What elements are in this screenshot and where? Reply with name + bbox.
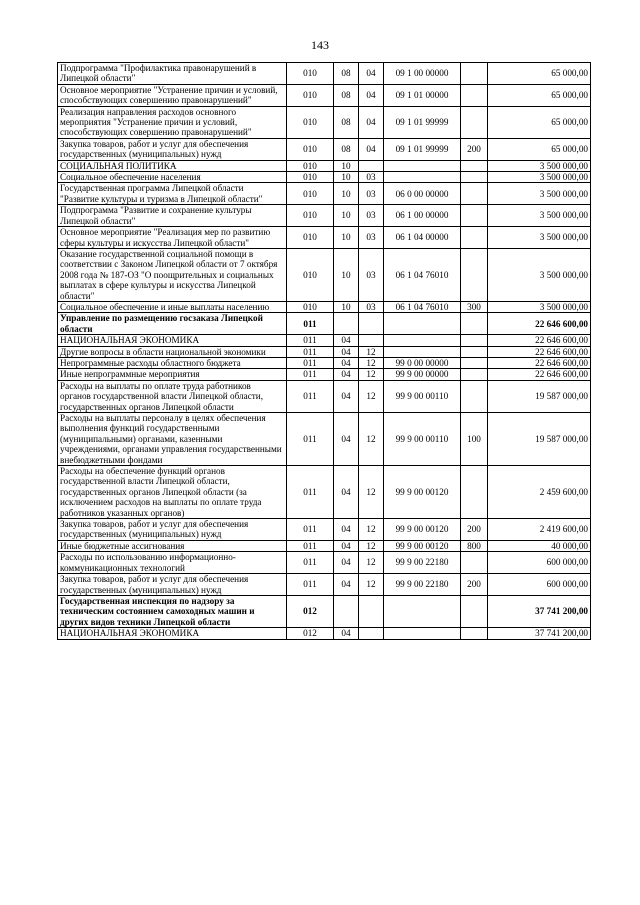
section-code: 10 (334, 248, 359, 301)
subsection-code: 12 (359, 380, 384, 412)
target-article-code: 09 1 01 00000 (384, 84, 461, 106)
department-code: 011 (287, 357, 334, 368)
section-code: 04 (334, 335, 359, 346)
department-code: 011 (287, 313, 334, 335)
target-article-code: 99 9 00 00110 (384, 380, 461, 412)
subsection-code: 03 (359, 183, 384, 205)
section-code: 10 (334, 183, 359, 205)
item-name: Реализация направления расходов основного мероприятия "Устранение причин и условий, способствующих совершению правонарушений" (58, 106, 287, 138)
target-article-code: 99 9 00 00120 (384, 540, 461, 551)
department-code: 011 (287, 413, 334, 466)
department-code: 010 (287, 160, 334, 171)
subsection-code (359, 628, 384, 639)
expense-type-code (461, 595, 488, 627)
subsection-code: 03 (359, 205, 384, 227)
department-code: 010 (287, 248, 334, 301)
table-row (58, 335, 591, 346)
expense-type-code (461, 380, 488, 412)
department-code: 010 (287, 84, 334, 106)
table-row (58, 138, 591, 160)
expense-type-code (461, 205, 488, 227)
expense-type-code (461, 628, 488, 639)
expense-type-code (461, 552, 488, 574)
table-row (58, 248, 591, 301)
amount: 600 000,00 (488, 574, 591, 596)
item-name: Расходы по использованию информационно-коммуникационных технологий (58, 552, 287, 574)
table-row (58, 540, 591, 551)
amount: 22 646 600,00 (488, 346, 591, 357)
subsection-code (359, 160, 384, 171)
table-row (58, 380, 591, 412)
expense-type-code (461, 183, 488, 205)
item-name: Иные бюджетные ассигнования (58, 540, 287, 551)
table-row (58, 183, 591, 205)
expense-type-code: 800 (461, 540, 488, 551)
section-code: 04 (334, 574, 359, 596)
section-code: 04 (334, 380, 359, 412)
section-code (334, 313, 359, 335)
subsection-code: 12 (359, 357, 384, 368)
section-code: 10 (334, 301, 359, 312)
target-article-code: 06 1 00 00000 (384, 205, 461, 227)
subsection-code: 12 (359, 413, 384, 466)
expense-type-code (461, 369, 488, 380)
expense-type-code (461, 172, 488, 183)
target-article-code: 99 9 00 00120 (384, 466, 461, 519)
item-name: Подпрограмма "Профилактика правонарушений в Липецкой области" (58, 63, 287, 85)
item-name: Расходы на выплаты по оплате труда работников органов государственной власти Липецкой области, государственных органов Липецкой области (58, 380, 287, 412)
amount: 40 000,00 (488, 540, 591, 551)
expense-type-code (461, 106, 488, 138)
table-row (58, 346, 591, 357)
item-name: Государственная инспекция по надзору за техническим состоянием самоходных машин и других видов техники Липецкой области (58, 595, 287, 627)
table-row (58, 172, 591, 183)
target-article-code: 06 0 00 00000 (384, 183, 461, 205)
section-code: 04 (334, 628, 359, 639)
subsection-code (359, 595, 384, 627)
expense-type-code (461, 63, 488, 85)
subsection-code: 04 (359, 106, 384, 138)
item-name: Закупка товаров, работ и услуг для обеспечения государственных (муниципальных) нужд (58, 138, 287, 160)
table-row (58, 63, 591, 85)
amount: 19 587 000,00 (488, 413, 591, 466)
expense-type-code: 200 (461, 138, 488, 160)
expense-type-code (461, 357, 488, 368)
table-row (58, 369, 591, 380)
section-code: 04 (334, 346, 359, 357)
item-name: Оказание государственной социальной помощи в соответствии с Законом Липецкой области от 7 октября 2008 года № 187-ОЗ "О поощрительных и социальных выплатах в сфере культуры и искусства Липецкой области" (58, 248, 287, 301)
target-article-code: 99 9 00 00110 (384, 413, 461, 466)
subsection-code: 03 (359, 301, 384, 312)
subsection-code: 03 (359, 248, 384, 301)
item-name: Расходы на обеспечение функций органов государственной власти Липецкой области, государственных органов Липецкой области (за исключением расходов на выплаты по оплате труда работников указанных органов) (58, 466, 287, 519)
amount: 22 646 600,00 (488, 313, 591, 335)
department-code: 012 (287, 595, 334, 627)
subsection-code: 12 (359, 346, 384, 357)
table-row (58, 413, 591, 466)
target-article-code: 06 1 04 76010 (384, 248, 461, 301)
expense-type-code (461, 248, 488, 301)
amount: 22 646 600,00 (488, 369, 591, 380)
table-row (58, 357, 591, 368)
amount: 19 587 000,00 (488, 380, 591, 412)
target-article-code: 06 1 04 76010 (384, 301, 461, 312)
department-code: 010 (287, 63, 334, 85)
target-article-code: 09 1 01 99999 (384, 138, 461, 160)
expense-type-code (461, 346, 488, 357)
expense-type-code: 200 (461, 519, 488, 541)
amount: 3 500 000,00 (488, 172, 591, 183)
subsection-code: 04 (359, 138, 384, 160)
item-name: Основное мероприятие "Реализация мер по развитию сферы культуры и искусства Липецкой области" (58, 227, 287, 249)
department-code: 011 (287, 335, 334, 346)
table-row (58, 519, 591, 541)
table-row (58, 301, 591, 312)
table-row (58, 574, 591, 596)
subsection-code (359, 313, 384, 335)
expense-type-code: 100 (461, 413, 488, 466)
department-code: 011 (287, 540, 334, 551)
table-row (58, 595, 591, 627)
target-article-code: 06 1 04 00000 (384, 227, 461, 249)
item-name: Подпрограмма "Развитие и сохранение культуры Липецкой области" (58, 205, 287, 227)
item-name: Государственная программа Липецкой области "Развитие культуры и туризма в Липецкой области" (58, 183, 287, 205)
item-name: Социальное обеспечение населения (58, 172, 287, 183)
subsection-code: 12 (359, 369, 384, 380)
section-code: 10 (334, 160, 359, 171)
table-row (58, 552, 591, 574)
amount: 22 646 600,00 (488, 335, 591, 346)
section-code: 04 (334, 540, 359, 551)
subsection-code: 03 (359, 227, 384, 249)
section-code: 04 (334, 466, 359, 519)
target-article-code (384, 160, 461, 171)
department-code: 011 (287, 380, 334, 412)
section-code (334, 595, 359, 627)
budget-table (57, 62, 591, 640)
amount: 3 500 000,00 (488, 205, 591, 227)
page-number: 143 (311, 38, 329, 52)
item-name: Иные непрограммные мероприятия (58, 369, 287, 380)
item-name: НАЦИОНАЛЬНАЯ ЭКОНОМИКА (58, 628, 287, 639)
section-code: 10 (334, 227, 359, 249)
table-row (58, 466, 591, 519)
section-code: 04 (334, 519, 359, 541)
subsection-code: 03 (359, 172, 384, 183)
department-code: 010 (287, 301, 334, 312)
department-code: 011 (287, 519, 334, 541)
target-article-code (384, 595, 461, 627)
section-code: 04 (334, 369, 359, 380)
department-code: 012 (287, 628, 334, 639)
department-code: 011 (287, 466, 334, 519)
target-article-code: 09 1 01 99999 (384, 106, 461, 138)
item-name: Управление по размещению госзаказа Липецкой области (58, 313, 287, 335)
amount: 65 000,00 (488, 138, 591, 160)
item-name: Основное мероприятие "Устранение причин и условий, способствующих совершению правонарушений" (58, 84, 287, 106)
amount: 3 500 000,00 (488, 248, 591, 301)
item-name: Другие вопросы в области национальной экономики (58, 346, 287, 357)
amount: 2 419 600,00 (488, 519, 591, 541)
amount: 3 500 000,00 (488, 160, 591, 171)
amount: 3 500 000,00 (488, 183, 591, 205)
department-code: 010 (287, 106, 334, 138)
subsection-code: 12 (359, 552, 384, 574)
table-row (58, 227, 591, 249)
department-code: 010 (287, 183, 334, 205)
amount: 37 741 200,00 (488, 595, 591, 627)
item-name: Непрограммные расходы областного бюджета (58, 357, 287, 368)
expense-type-code (461, 466, 488, 519)
expense-type-code: 200 (461, 574, 488, 596)
table-body (58, 63, 591, 640)
table-row (58, 160, 591, 171)
target-article-code (384, 172, 461, 183)
subsection-code (359, 335, 384, 346)
table-row (58, 205, 591, 227)
section-code: 08 (334, 138, 359, 160)
subsection-code: 04 (359, 63, 384, 85)
subsection-code: 12 (359, 519, 384, 541)
amount: 65 000,00 (488, 63, 591, 85)
target-article-code: 09 1 00 00000 (384, 63, 461, 85)
subsection-code: 04 (359, 84, 384, 106)
target-article-code: 99 9 00 22180 (384, 552, 461, 574)
item-name: Закупка товаров, работ и услуг для обеспечения государственных (муниципальных) нужд (58, 574, 287, 596)
subsection-code: 12 (359, 540, 384, 551)
section-code: 10 (334, 205, 359, 227)
expense-type-code (461, 313, 488, 335)
section-code: 04 (334, 552, 359, 574)
target-article-code: 99 9 00 00120 (384, 519, 461, 541)
section-code: 04 (334, 413, 359, 466)
amount: 22 646 600,00 (488, 357, 591, 368)
amount: 3 500 000,00 (488, 301, 591, 312)
department-code: 011 (287, 574, 334, 596)
subsection-code: 12 (359, 574, 384, 596)
expense-type-code (461, 227, 488, 249)
target-article-code: 99 9 00 22180 (384, 574, 461, 596)
department-code: 010 (287, 227, 334, 249)
item-name: НАЦИОНАЛЬНАЯ ЭКОНОМИКА (58, 335, 287, 346)
department-code: 010 (287, 172, 334, 183)
department-code: 010 (287, 138, 334, 160)
amount: 65 000,00 (488, 84, 591, 106)
expense-type-code: 300 (461, 301, 488, 312)
target-article-code (384, 346, 461, 357)
expense-type-code (461, 84, 488, 106)
target-article-code (384, 313, 461, 335)
table-row (58, 106, 591, 138)
amount: 3 500 000,00 (488, 227, 591, 249)
target-article-code: 99 9 00 00000 (384, 369, 461, 380)
item-name: Закупка товаров, работ и услуг для обеспечения государственных (муниципальных) нужд (58, 519, 287, 541)
section-code: 08 (334, 84, 359, 106)
amount: 2 459 600,00 (488, 466, 591, 519)
amount: 65 000,00 (488, 106, 591, 138)
section-code: 08 (334, 106, 359, 138)
section-code: 10 (334, 172, 359, 183)
department-code: 011 (287, 346, 334, 357)
item-name: Расходы на выплаты персоналу в целях обеспечения выполнения функций государственными (муниципальными) органами, казенными учреждениями, органами управления государственными внебюджетными фондами (58, 413, 287, 466)
table-row (58, 84, 591, 106)
target-article-code (384, 335, 461, 346)
section-code: 04 (334, 357, 359, 368)
item-name: Социальное обеспечение и иные выплаты населению (58, 301, 287, 312)
amount: 37 741 200,00 (488, 628, 591, 639)
subsection-code: 12 (359, 466, 384, 519)
department-code: 010 (287, 205, 334, 227)
target-article-code: 99 0 00 00000 (384, 357, 461, 368)
section-code: 08 (334, 63, 359, 85)
table-row (58, 313, 591, 335)
department-code: 011 (287, 552, 334, 574)
expense-type-code (461, 160, 488, 171)
amount: 600 000,00 (488, 552, 591, 574)
target-article-code (384, 628, 461, 639)
department-code: 011 (287, 369, 334, 380)
expense-type-code (461, 335, 488, 346)
table-row (58, 628, 591, 639)
item-name: СОЦИАЛЬНАЯ ПОЛИТИКА (58, 160, 287, 171)
